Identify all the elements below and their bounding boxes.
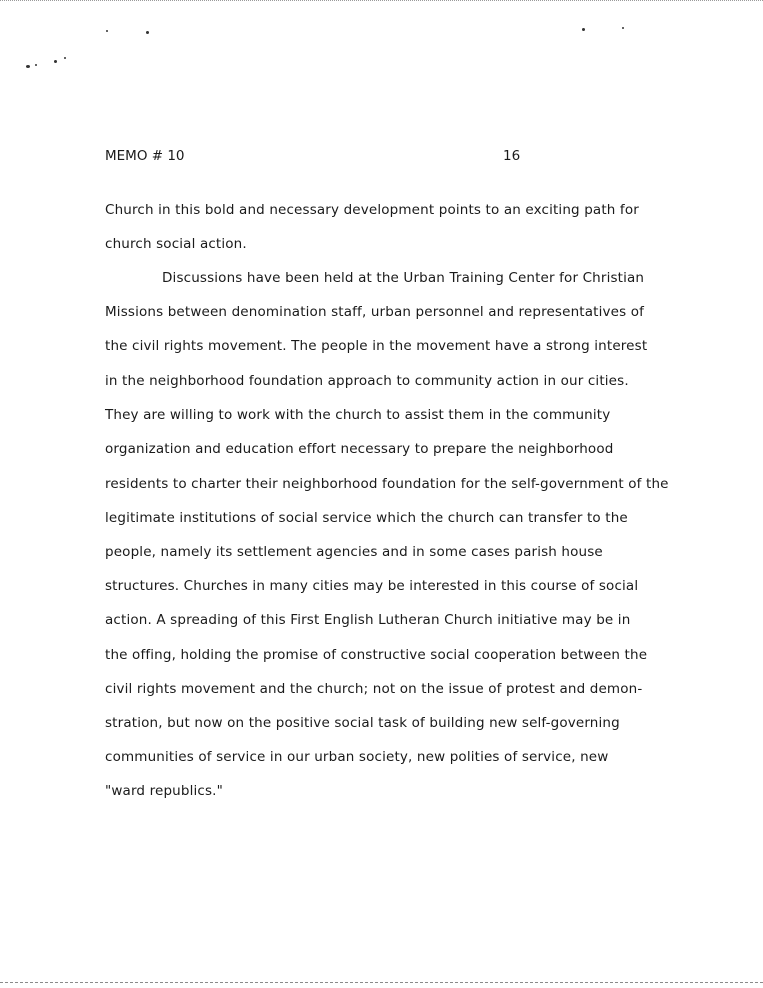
scan-speck (106, 30, 108, 32)
body-line: people, namely its settlement agencies and in some cases parish house (105, 544, 603, 560)
body-line: structures. Churches in many cities may be interested in this course of social (105, 578, 639, 594)
body-line: stration, but now on the positive social task of building new self-governing (105, 715, 620, 731)
body-line: church social action. (105, 236, 247, 252)
scan-speck (54, 60, 57, 63)
page-header (105, 148, 565, 168)
body-line: civil rights movement and the church; not on the issue of protest and demon- (105, 681, 643, 697)
body-line: Discussions have been held at the Urban Training Center for Christian (162, 270, 645, 286)
page-top-edge (0, 0, 763, 4)
body-line: the civil rights movement. The people in the movement have a strong interest (105, 338, 648, 354)
scan-speck (622, 27, 624, 29)
body-line: "ward republics." (105, 783, 223, 799)
body-line: residents to charter their neighborhood foundation for the self-government of the (105, 476, 669, 492)
body-line: the offing, holding the promise of constructive social cooperation between the (105, 647, 648, 663)
scan-speck (26, 65, 30, 68)
body-line: Missions between denomination staff, urban personnel and representatives of (105, 304, 645, 320)
body-line: organization and education effort necessary to prepare the neighborhood (105, 441, 614, 457)
scan-speck (582, 28, 585, 31)
body-line: legitimate institutions of social service which the church can transfer to the (105, 510, 628, 526)
memo-label: MEMO # 10 (105, 148, 185, 164)
body-line: communities of service in our urban society, new polities of service, new (105, 749, 609, 765)
body-line: action. A spreading of this First English Lutheran Church initiative may be in (105, 612, 631, 628)
body-line: They are willing to work with the church to assist them in the community (105, 407, 611, 423)
scan-speck (35, 64, 37, 66)
page-number: 16 (503, 148, 521, 164)
page-bottom-edge (0, 982, 763, 986)
scan-speck (64, 57, 66, 59)
body-line: in the neighborhood foundation approach to community action in our cities. (105, 373, 629, 389)
scan-speck (146, 31, 149, 34)
body-line: Church in this bold and necessary development points to an exciting path for (105, 202, 639, 218)
